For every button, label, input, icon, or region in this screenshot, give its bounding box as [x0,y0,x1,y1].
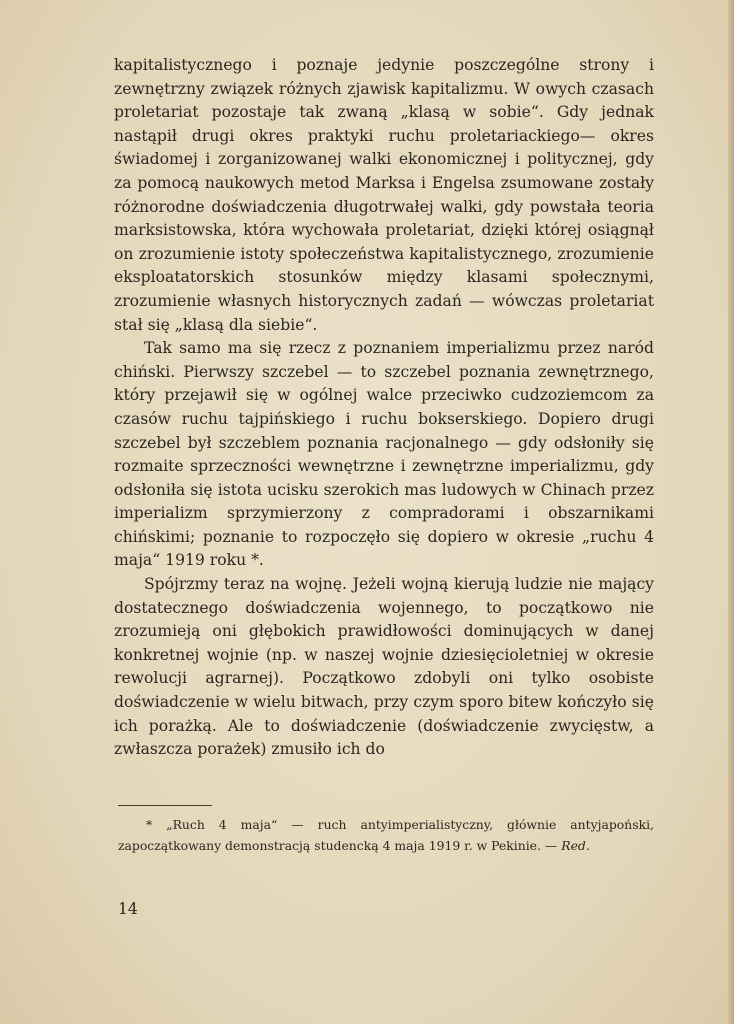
paragraph: kapitalistycznego i poznaje jedynie poszczególne strony i zewnętrzny związek różnych zjawisk kapitalizmu. W owych czasach proletariat pozostaje tak zwaną „klasą w sobie“. Gdy jednak nastąpił drugi okres praktyki ruchu proletariackiego— okres świadomej i zorganizowanej walki ekonomicznej i politycznej, gdy za pomocą naukowych metod Marksa i Engelsa zsumowane zostały różnorodne doświadczenia długotrwałej walki, gdy powstała teoria marksistowska, która wychowała proletariat, dzięki której osiągnął on zrozumienie istoty społeczeństwa kapitalistycznego, zrozumienie eksploatatorskich stosunków między klasami społecznymi, zrozumienie własnych historycznych zadań — wówczas proletariat stał się „klasą dla siebie“. [114,56,654,334]
paragraph: Tak samo ma się rzecz z poznaniem imperializmu przez naród chiński. Pierwszy szczebel — to szczebel poznania zewnętrznego, który przejawił się w ogólnej walce przeciwko cudzoziemcom za czasów ruchu tajpińskiego i ruchu bokserskiego. Dopiero drugi szczebel był szczeblem poznania racjonalnego — gdy odsłoniły się rozmaite sprzeczności wewnętrzne i zewnętrzne imperializmu, gdy odsłoniła się istota ucisku szerokich mas ludowych w Chinach przez imperializm sprzymierzony z compradorami i obszarnikami chińskimi; poznanie to rozpoczęło się dopiero w okresie „ruchu 4 maja“ 1919 roku *. [114,339,654,570]
footnote-signature: Red. [561,837,590,853]
paragraph: Spójrzmy teraz na wojnę. Jeżeli wojną kierują ludzie nie mający dostatecznego doświadczenia wojennego, to początkowo nie zrozumieją oni głębokich prawidłowości dominujących w danej konkretnej wojnie (np. w naszej wojnie dziesięcioletniej w okresie rewolucji agrarnej). Początkowo zdobyli oni tylko osobiste doświadczenie w wielu bitwach, przy czym sporo bitew kończyło się ich porażką. Ale to doświadczenie (doświadczenie zwycięstw, a zwłaszcza porażek) zmusiło ich do [114,575,654,759]
body-text [114,54,654,762]
page-number: 14 [118,900,138,918]
footnote-text: * „Ruch 4 maja“ — ruch antyimperialistyczny, głównie antyjapoński, zapoczątkowany demonstracją studencką 4 maja 1919 r. w Pekinie. — [118,817,654,853]
page-edge [728,0,734,1024]
footnote [118,815,654,856]
footnote-divider [118,805,212,806]
